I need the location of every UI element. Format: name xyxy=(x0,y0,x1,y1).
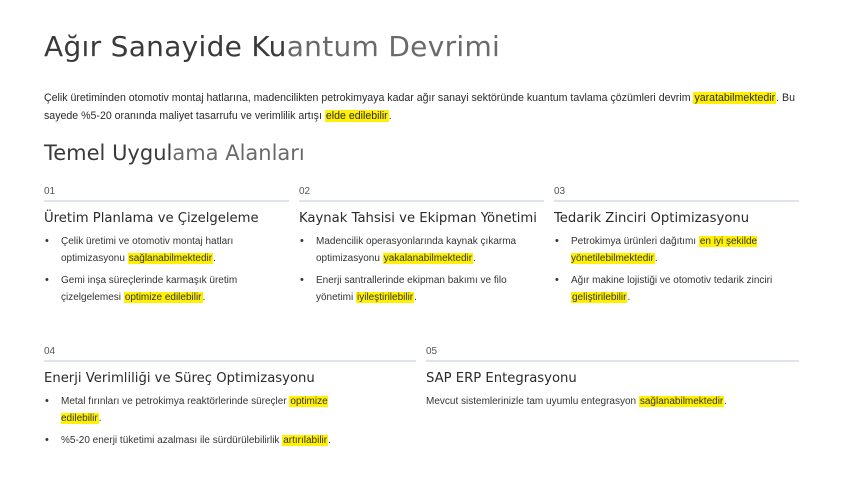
list-item xyxy=(44,272,289,306)
card-divider xyxy=(554,200,799,202)
list-item-text: Çelik üretimi ve otomotiv montaj hatları optimizasyonu xyxy=(61,236,234,264)
highlight: sağlanabilmektedir xyxy=(639,396,724,407)
highlight: geliştirilebilir xyxy=(572,292,627,303)
section-heading-part: Temel Uygul xyxy=(44,141,173,165)
page-title-part-light: antum Devrimi xyxy=(286,30,501,63)
intro-highlight: elde edilebilir xyxy=(325,110,388,122)
card-divider xyxy=(44,360,416,362)
card-divider xyxy=(426,360,799,362)
list-item-text: Madencilik operasyonlarında kaynak çıkarma optimizasyonu xyxy=(316,236,517,264)
highlight: artırılabilir xyxy=(283,435,328,446)
list-item xyxy=(299,233,544,267)
card-title: Enerji Verimliliği ve Süreç Optimizasyonu xyxy=(44,371,315,386)
highlight: optimize edilebilir xyxy=(61,396,328,424)
list-item-text: Gemi inşa süreçlerinde karmaşık üretim çizelgelemesi xyxy=(61,275,238,303)
list-item-end: . xyxy=(627,292,631,303)
card-number: 02 xyxy=(299,186,311,197)
list-item-text: %5-20 enerji tüketimi azalması ile sürdürülebilirlik xyxy=(61,435,283,446)
card-number: 05 xyxy=(426,346,438,357)
list-item xyxy=(299,272,544,306)
card-list xyxy=(299,233,544,306)
list-item-end: . xyxy=(202,292,206,303)
highlight: sağlanabilmektedir xyxy=(128,253,213,264)
intro-text: . xyxy=(388,110,392,122)
list-item xyxy=(44,393,364,427)
card-text-body: Mevcut sistemlerinizle tam uyumlu entegrasyon xyxy=(426,396,639,407)
list-item xyxy=(554,272,799,306)
intro-highlight: yaratabilmektedir xyxy=(694,92,776,104)
intro-paragraph xyxy=(44,89,804,125)
card-title: Üretim Planlama ve Çizelgeleme xyxy=(44,211,259,226)
card-text xyxy=(426,393,799,410)
list-item xyxy=(554,233,799,267)
intro-text: Çelik üretiminden otomotiv montaj hatlarına, madencilikten petrokimyaya kadar ağır sanayi sektöründe kuantum tavlama çözümleri devrim xyxy=(44,92,694,104)
highlight: iyileştirilebilir xyxy=(357,292,414,303)
list-item-text: Petrokimya ürünleri dağıtımı xyxy=(571,236,699,247)
list-item-end: . xyxy=(213,253,216,264)
section-heading xyxy=(44,141,305,165)
intro-text: . Bu sayede %5-20 oranında maliyet tasarrufu ve verimlilik artışı xyxy=(44,92,795,122)
card-number: 03 xyxy=(554,186,566,197)
list-item-end: . xyxy=(414,292,417,303)
page-title xyxy=(44,30,500,63)
card-tedarik-zinciri xyxy=(554,186,799,311)
list-item xyxy=(44,432,364,449)
highlight: yakalanabilmektedir xyxy=(383,253,473,264)
list-item-end: . xyxy=(98,413,102,424)
card-list xyxy=(44,393,364,449)
card-title: Kaynak Tahsisi ve Ekipman Yönetimi xyxy=(299,211,537,226)
card-divider xyxy=(299,200,544,202)
list-item-text: Metal fırınları ve petrokimya reaktörlerinde süreçler xyxy=(61,396,290,407)
highlight: optimize edilebilir xyxy=(124,292,202,303)
list-item-end: . xyxy=(654,253,658,264)
card-divider xyxy=(44,200,289,202)
list-item-text: Ağır makine lojistiği ve otomotiv tedarik zinciri xyxy=(571,275,773,286)
card-text-end: . xyxy=(724,396,728,407)
card-number: 04 xyxy=(44,346,56,357)
page-title-part: Ağır Sanayide Ku xyxy=(44,30,287,63)
list-item xyxy=(44,233,289,267)
card-kaynak-tahsisi xyxy=(299,186,544,311)
card-list xyxy=(44,233,289,306)
card-enerji-verimliligi xyxy=(44,346,416,454)
list-item-end: . xyxy=(328,435,331,446)
card-sap-erp xyxy=(426,346,799,410)
card-number: 01 xyxy=(44,186,56,197)
card-list xyxy=(554,233,799,306)
section-heading-part-light: ama Alanları xyxy=(172,141,305,165)
list-item-end: . xyxy=(473,253,476,264)
card-uretim-planlama xyxy=(44,186,289,311)
card-title: Tedarik Zinciri Optimizasyonu xyxy=(554,211,750,226)
list-item-text: Enerji santrallerinde ekipman bakımı ve filo yönetimi xyxy=(316,275,507,303)
card-title: SAP ERP Entegrasyonu xyxy=(426,371,577,386)
highlight: en iyi şekilde yönetilebilmektedir xyxy=(571,236,758,264)
